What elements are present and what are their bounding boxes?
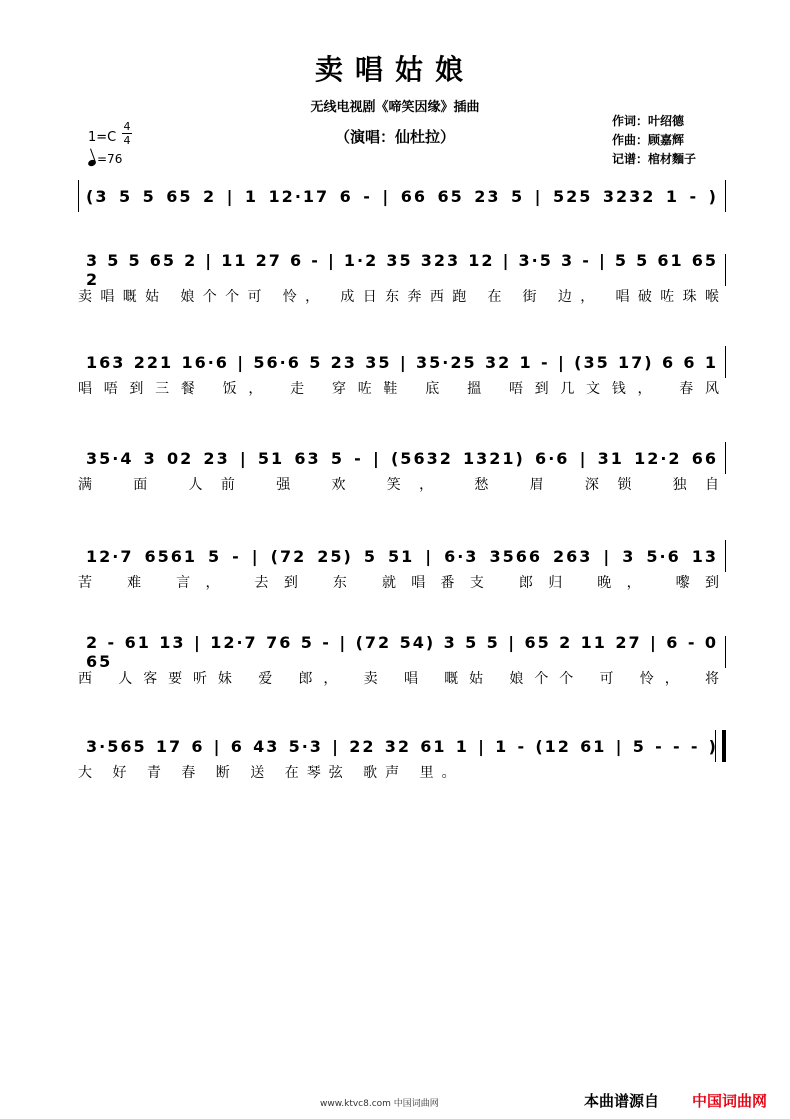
lyrics-line [78, 212, 726, 234]
staff-line [78, 180, 726, 212]
footer-url[interactable]: www.ktvc8.com 中国词曲网 [320, 1099, 439, 1109]
score-row-6 [78, 633, 726, 690]
lyrics-line: 满 面 人前 强 欢 笑， 愁 眉 深锁 独自 [78, 477, 720, 493]
score-row-2 [78, 251, 726, 308]
quarter-note-icon [87, 159, 97, 167]
score-row-7 [78, 730, 726, 784]
staff-line [78, 633, 726, 671]
staff-line [78, 442, 726, 474]
score-row-3 [78, 346, 726, 400]
barline [725, 346, 726, 378]
notation: 3 5 5 65 2 | 11 27 6 - | 1·2 35 323 12 | 3·5 3 - | 5 5 61 65 2 [86, 251, 718, 289]
notation: (3 5 5 65 2 | 1 12·17 6 - | 66 65 23 5 | 525 3232 1 - ) [86, 186, 718, 206]
lyrics-line: 西 人客要听妹 爱 郎， 卖 唱 嘅姑 娘个个 可 怜， 将 [78, 671, 720, 687]
barline [725, 180, 726, 212]
lyrics-line: 唱唔到三餐 饭， 走 穿咗鞋 底 搵 唔到几文钱， 春风 [78, 381, 720, 397]
score-row-5 [78, 540, 726, 594]
tempo-marking [88, 152, 122, 166]
key-signature: 1=C [88, 130, 117, 145]
lyrics-line: 大 好 青 春 断 送 在琴弦 歌声 里。 [78, 765, 464, 781]
song-title: 卖唱姑娘 [314, 53, 475, 86]
notation: 35·4 3 02 23 | 51 63 5 - | (5632 1321) 6·6 | 31 12·2 66 [86, 448, 718, 468]
transcriber-credit: 记谱：棺材麵子 [612, 152, 697, 166]
score-row-4 [78, 442, 726, 496]
composer-credit: 作曲：顾嘉辉 [612, 133, 685, 147]
lyricist-credit: 作词：叶绍德 [612, 114, 685, 128]
barline [725, 636, 726, 668]
singer-credit: （演唱：仙杜拉） [334, 128, 455, 146]
staff-line [78, 346, 726, 378]
tempo-value: =76 [97, 152, 123, 166]
time-signature-bottom: 4 [123, 134, 131, 147]
lyrics-line: 苦 难 言， 去到 东 就唱番支 郎归 晚， 嚟到 [78, 575, 720, 591]
time-signature-top: 4 [123, 120, 131, 133]
lyrics-line: 卖唱嘅姑 娘个个可 怜， 成日东奔西跑 在 街 边， 唱破咗珠喉 [78, 289, 720, 305]
score-row-1 [78, 180, 726, 234]
song-subtitle: 无线电视剧《啼笑因缘》插曲 [310, 100, 480, 115]
final-barline [722, 730, 726, 762]
footer-brand-logo[interactable]: 中国词曲网 [692, 1092, 768, 1110]
barline [725, 540, 726, 572]
staff-line [78, 540, 726, 572]
barline [725, 442, 726, 474]
staff-line [78, 730, 726, 762]
notation: 3·565 17 6 | 6 43 5·3 | 22 32 61 1 | 1 - (12 61 | 5 - - - ) [86, 736, 718, 756]
footer-source-label: 本曲谱源自 [584, 1092, 660, 1110]
barline [78, 180, 79, 212]
barline [725, 254, 726, 286]
time-signature [122, 120, 132, 147]
notation: 163 221 16·6 | 56·6 5 23 35 | 35·25 32 1 - | (35 17) 6 6 1 [86, 352, 718, 372]
notation: 2 - 61 13 | 12·7 76 5 - | (72 54) 3 5 5 | 65 2 11 27 | 6 - 0 65 [86, 633, 718, 671]
staff-line [78, 251, 726, 289]
notation: 12·7 6561 5 - | (72 25) 5 51 | 6·3 3566 263 | 3 5·6 13 [86, 546, 718, 566]
